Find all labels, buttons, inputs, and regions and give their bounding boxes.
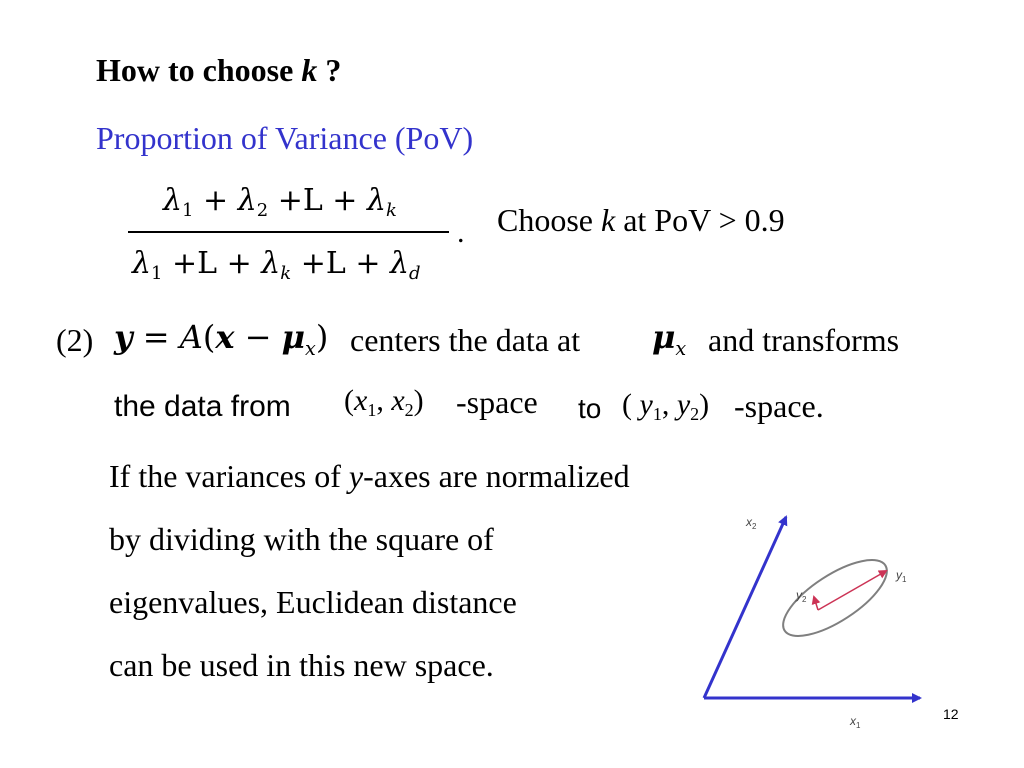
paren-close: )	[699, 388, 710, 421]
paragraph-line-2: by dividing with the square of	[109, 521, 494, 557]
plus-dots-op: +L +	[162, 246, 262, 281]
sub-x: x	[675, 336, 687, 360]
rule-prefix: Choose	[497, 202, 601, 238]
var-y1: y	[639, 388, 653, 421]
page-number: 12	[943, 706, 959, 722]
plus-dots-op: +L +	[291, 246, 391, 281]
minus-op: −	[234, 318, 282, 356]
lambda-1: λ	[163, 183, 183, 218]
space-suffix-2: -space.	[734, 388, 824, 424]
plus-op: +	[193, 183, 238, 218]
var-x2: x	[391, 384, 405, 417]
sub-2: 2	[690, 404, 700, 425]
var-y2: y	[676, 388, 691, 421]
title-suffix: ?	[317, 52, 342, 88]
var-y: y	[348, 458, 364, 494]
sub-1: 1	[367, 400, 377, 421]
var-mu: μ	[652, 318, 676, 356]
rule-suffix: at PoV > 0.9	[615, 202, 785, 238]
mean-symbol	[652, 318, 687, 360]
x2-axis	[704, 517, 786, 698]
sub-2: 2	[256, 200, 269, 222]
paren-open: (	[622, 388, 640, 421]
x1-label: $x_1$	[850, 714, 861, 730]
lambda-d: λ	[390, 246, 410, 281]
var-x: x	[215, 318, 235, 356]
pov-denominator	[132, 246, 421, 285]
fraction-period: .	[457, 216, 465, 249]
paragraph-line-3: eigenvalues, Euclidean distance	[109, 584, 517, 620]
lambda-k: λ	[366, 183, 386, 218]
paragraph-line-4: can be used in this new space.	[109, 647, 494, 683]
sub-2: 2	[404, 400, 414, 421]
space-text-1: the data from	[114, 390, 291, 423]
pca-axes-diagram	[690, 505, 940, 735]
y-space-tuple	[622, 388, 710, 425]
paren-close: )	[413, 384, 424, 417]
sub-x: x	[305, 336, 316, 360]
title-var-k: k	[301, 52, 318, 88]
fraction-bar	[128, 231, 449, 233]
lambda-1: λ	[132, 246, 152, 281]
title-prefix: How to choose	[96, 52, 302, 88]
space-suffix-1: -space	[456, 384, 538, 420]
paren-open: (	[344, 384, 354, 417]
equation-text-2: and transforms	[708, 322, 900, 358]
sub-1: 1	[151, 263, 163, 285]
rule-var-k: k	[601, 202, 616, 238]
data-ellipse	[772, 546, 898, 650]
y2-label: $y_2$	[796, 588, 807, 604]
sub-1: 1	[652, 404, 662, 425]
sub-d: d	[409, 263, 421, 285]
var-x1: x	[354, 384, 368, 417]
lambda-k: λ	[261, 246, 281, 281]
equation-label: (2)	[56, 322, 94, 358]
sub-1: 1	[182, 200, 194, 222]
y1-label: $y_1$	[896, 568, 907, 584]
lambda-2: λ	[237, 183, 257, 218]
line1-b: -axes are normalized	[363, 458, 630, 494]
y1-eigenvector	[818, 571, 886, 610]
paren-open: (	[202, 318, 216, 356]
var-y: y	[114, 318, 133, 356]
equation-text-1: centers the data at	[350, 322, 581, 358]
var-mu: μ	[281, 318, 305, 356]
sub-k: k	[280, 263, 292, 285]
sub-k: k	[385, 200, 397, 222]
slide-title	[96, 52, 341, 89]
pov-numerator	[163, 183, 397, 222]
x2-label: $x_2$	[746, 515, 757, 531]
slide-subtitle: Proportion of Variance (PoV)	[96, 120, 474, 156]
comma: ,	[661, 388, 677, 421]
to-word: to	[578, 393, 602, 424]
equals-op: =	[132, 318, 180, 356]
plus-dots-op: +L +	[268, 183, 367, 218]
pov-rule	[497, 202, 785, 239]
x-space-tuple	[344, 384, 424, 421]
paragraph-line-1	[109, 458, 630, 495]
y2-eigenvector	[814, 597, 818, 610]
comma: ,	[376, 384, 392, 417]
transform-equation	[114, 318, 329, 360]
var-A: A	[179, 318, 203, 356]
paren-close: )	[315, 318, 329, 356]
line1-a: If the variances of	[109, 458, 349, 494]
